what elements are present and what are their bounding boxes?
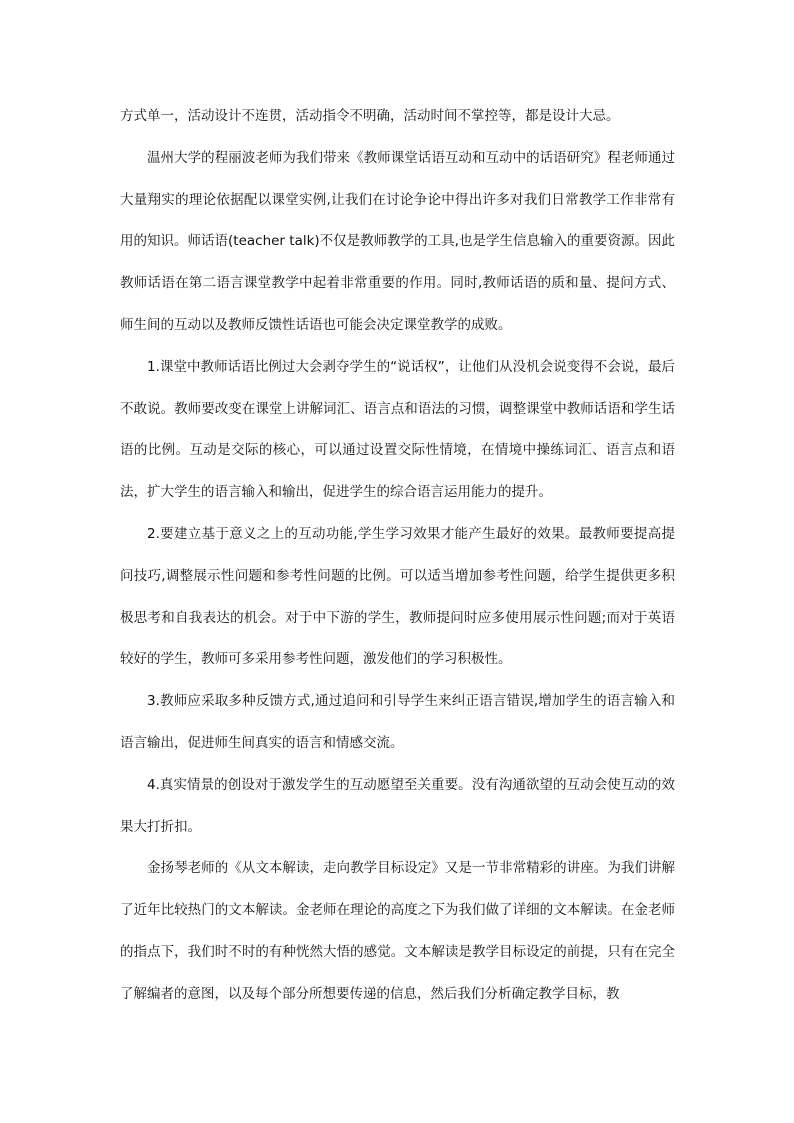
paragraph-point-1: 1.课堂中教师话语比例过大会剥夺学生的“说话权”，让他们从没机会说变得不会说，最后不敢说。教师要改变在课堂上讲解词汇、语言点和语法的习惯，调整课堂中教师话语和学生话语的比例。互动是交际的核心，可以通过设置交际性情境，在情境中操练词汇、语言点和语法，扩大学生的语言输入和输出，促进学生的综合语言运用能力的提升。 [120,358,675,501]
paragraph-point-3: 3.教师应采取多种反馈方式,通过追问和引导学生来纠正语言错误,增加学生的语言输入和语言输出，促进师生间真实的语言和情感交流。 [120,693,675,751]
document-body [120,96,675,1016]
paragraph-point-2: 2.要建立基于意义之上的互动功能,学生学习效果才能产生最好的效果。最教师要提高提问技巧,调整展示性问题和参考性问题的比例。可以适当增加参考性问题，给学生提供更多积极思考和自我表达的机会。对于中下游的学生，教师提问时应多使用展示性问题;而对于英语较好的学生，教师可多采用参考性问题，激发他们的学习积极性。 [120,525,675,668]
paragraph-lecture-jin: 金扬琴老师的《从文本解读，走向教学目标设定》又是一节非常精彩的讲座。为我们讲解了近年比较热门的文本解读。金老师在理论的高度之下为我们做了详细的文本解读。在金老师的指点下，我们时不时的有种恍然大悟的感觉。文本解读是教学目标设定的前提，只有在完全了解编者的意图，以及每个部分所想要传递的信息，然后我们分析确定教学目标，教 [120,860,675,1002]
paragraph-point-4: 4.真实情景的创设对于激发学生的互动愿望至关重要。没有沟通欲望的互动会使互动的效果大打折扣。 [120,776,675,835]
paragraph-continuation: 方式单一，活动设计不连贯，活动指令不明确，活动时间不掌控等，都是设计大忌。 [120,108,620,124]
paragraph-lecture-cheng: 温州大学的程丽波老师为我们带来《教师课堂话语互动和互动中的话语研究》程老师通过大量翔实的理论依据配以课堂实例,让我们在讨论争论中得出许多对我们日常教学工作非常有用的知识。师话语(teacher talk)不仅是教师教学的工具,也是学生信息输入的重要资源。因此教师话语在第二语言课堂教学中起着非常重要的作用。同时,教师话语的质和量、提问方式、师生间的互动以及教师反馈性话语也可能会决定课堂教学的成败。 [120,149,675,333]
